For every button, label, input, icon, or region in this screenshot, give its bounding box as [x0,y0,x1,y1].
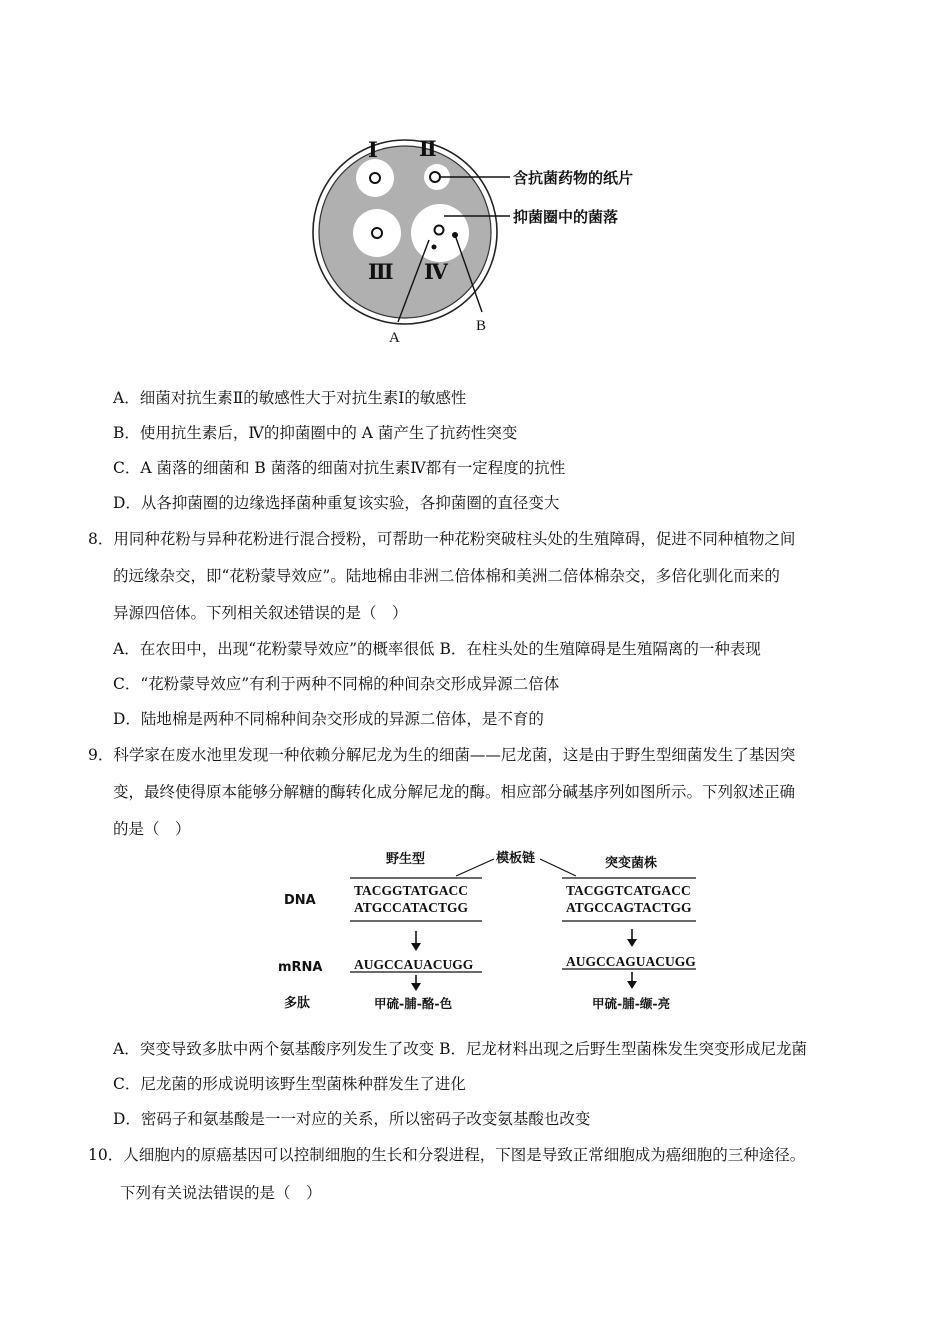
mutant-dna-strand-2: ATGCCAGTACTGG [566,900,692,915]
q9-option-c: C．尼龙菌的形成说明该野生型菌株种群发生了进化 [113,1075,466,1093]
row-label-mrna: mRNA [278,960,323,975]
petri-dish-figure [300,120,680,355]
mutant-mrna: AUGCCAGUACUGG [566,954,696,969]
q9-stem-line-1: 9．科学家在废水池里发现一种依赖分解尼龙为生的细菌——尼龙菌，这是由于野生型细菌发生了基因突 [88,746,796,764]
q8-stem-line-3: 异源四倍体。下列相关叙述错误的是（ ） [113,604,408,622]
wild-dna-strand-2: ATGCCATACTGG [354,900,469,915]
row-label-peptide: 多肽 [284,996,311,1011]
wild-type-label: 野生型 [386,852,426,867]
mutant-dna-strand-1: TACGGTCATGACC [566,883,691,898]
antibiotic-ii-label: Ⅱ [419,137,437,161]
q10-stem-line-1: 10．人细胞内的原癌基因可以控制细胞的生长和分裂进程，下图是导致正常细胞成为癌细胞的三种途径。 [88,1146,806,1164]
q7-option-d: D．从各抑菌圈的边缘选择菌种重复该实验，各抑菌圈的直径变大 [113,494,560,512]
q7-option-c: C．A 菌落的细菌和 B 菌落的细菌对抗生素Ⅳ都有一定程度的抗性 [113,459,566,477]
mutant-peptide: 甲硫-脯-缬-亮 [592,996,671,1011]
template-strand-label: 模板链 [496,851,536,866]
q8-option-d: D．陆地棉是两种不同棉种间杂交形成的异源二倍体，是不育的 [113,710,544,728]
q8-option-c: C．“花粉蒙导效应”有利于两种不同棉的种间杂交形成异源二倍体 [113,675,560,693]
antibiotic-iv-label: Ⅳ [424,260,448,284]
q9-option-d: D．密码子和氨基酸是一一对应的关系，所以密码子改变氨基酸也改变 [113,1110,591,1128]
q9-stem-line-2: 变，最终使得原本能够分解糖的酶转化成分解尼龙的酶。相应部分碱基序列如图所示。下列叙述正确 [113,783,796,801]
mutant-label: 突变菌株 [605,856,658,871]
wild-dna-strand-1: TACGGTATGACC [354,883,469,898]
dna-sequence-figure [270,845,710,1020]
antibiotic-iii-label: Ⅲ [368,260,394,284]
colony-b-label: B [476,318,487,334]
wild-peptide: 甲硫-脯-酪-色 [374,996,453,1011]
colony-label: 抑菌圈中的菌落 [513,208,619,226]
q8-option-ab: A．在农田中，出现“花粉蒙导效应”的概率很低 B．在柱头处的生殖障碍是生殖隔离的一种表现 [113,640,761,658]
colony-a-label: A [389,330,400,346]
paper-disc-label: 含抗菌药物的纸片 [513,169,634,187]
wild-mrna: AUGCCAUACUGG [354,957,474,972]
row-label-dna: DNA [284,893,316,908]
q7-option-b: B．使用抗生素后，Ⅳ的抑菌圈中的 A 菌产生了抗药性突变 [113,424,518,442]
antibiotic-i-label: Ⅰ [368,138,378,162]
q7-option-a: A．细菌对抗生素Ⅱ的敏感性大于对抗生素Ⅰ的敏感性 [113,389,467,407]
q9-option-ab: A．突变导致多肽中两个氨基酸序列发生了改变 B．尼龙材料出现之后野生型菌株发生突变形成尼龙菌 [113,1040,808,1058]
q9-stem-line-3: 的是（ ） [113,820,191,838]
q8-stem-line-1: 8．用同种花粉与异种花粉进行混合授粉，可帮助一种花粉突破柱头处的生殖障碍，促进不同种植物之间 [88,530,796,548]
q8-stem-line-2: 的远缘杂交，即“花粉蒙导效应”。陆地棉由非洲二倍体棉和美洲二倍体棉杂交，多倍化驯化而来的 [113,567,780,585]
q10-stem-line-2: 下列有关说法错误的是（ ） [120,1184,322,1202]
